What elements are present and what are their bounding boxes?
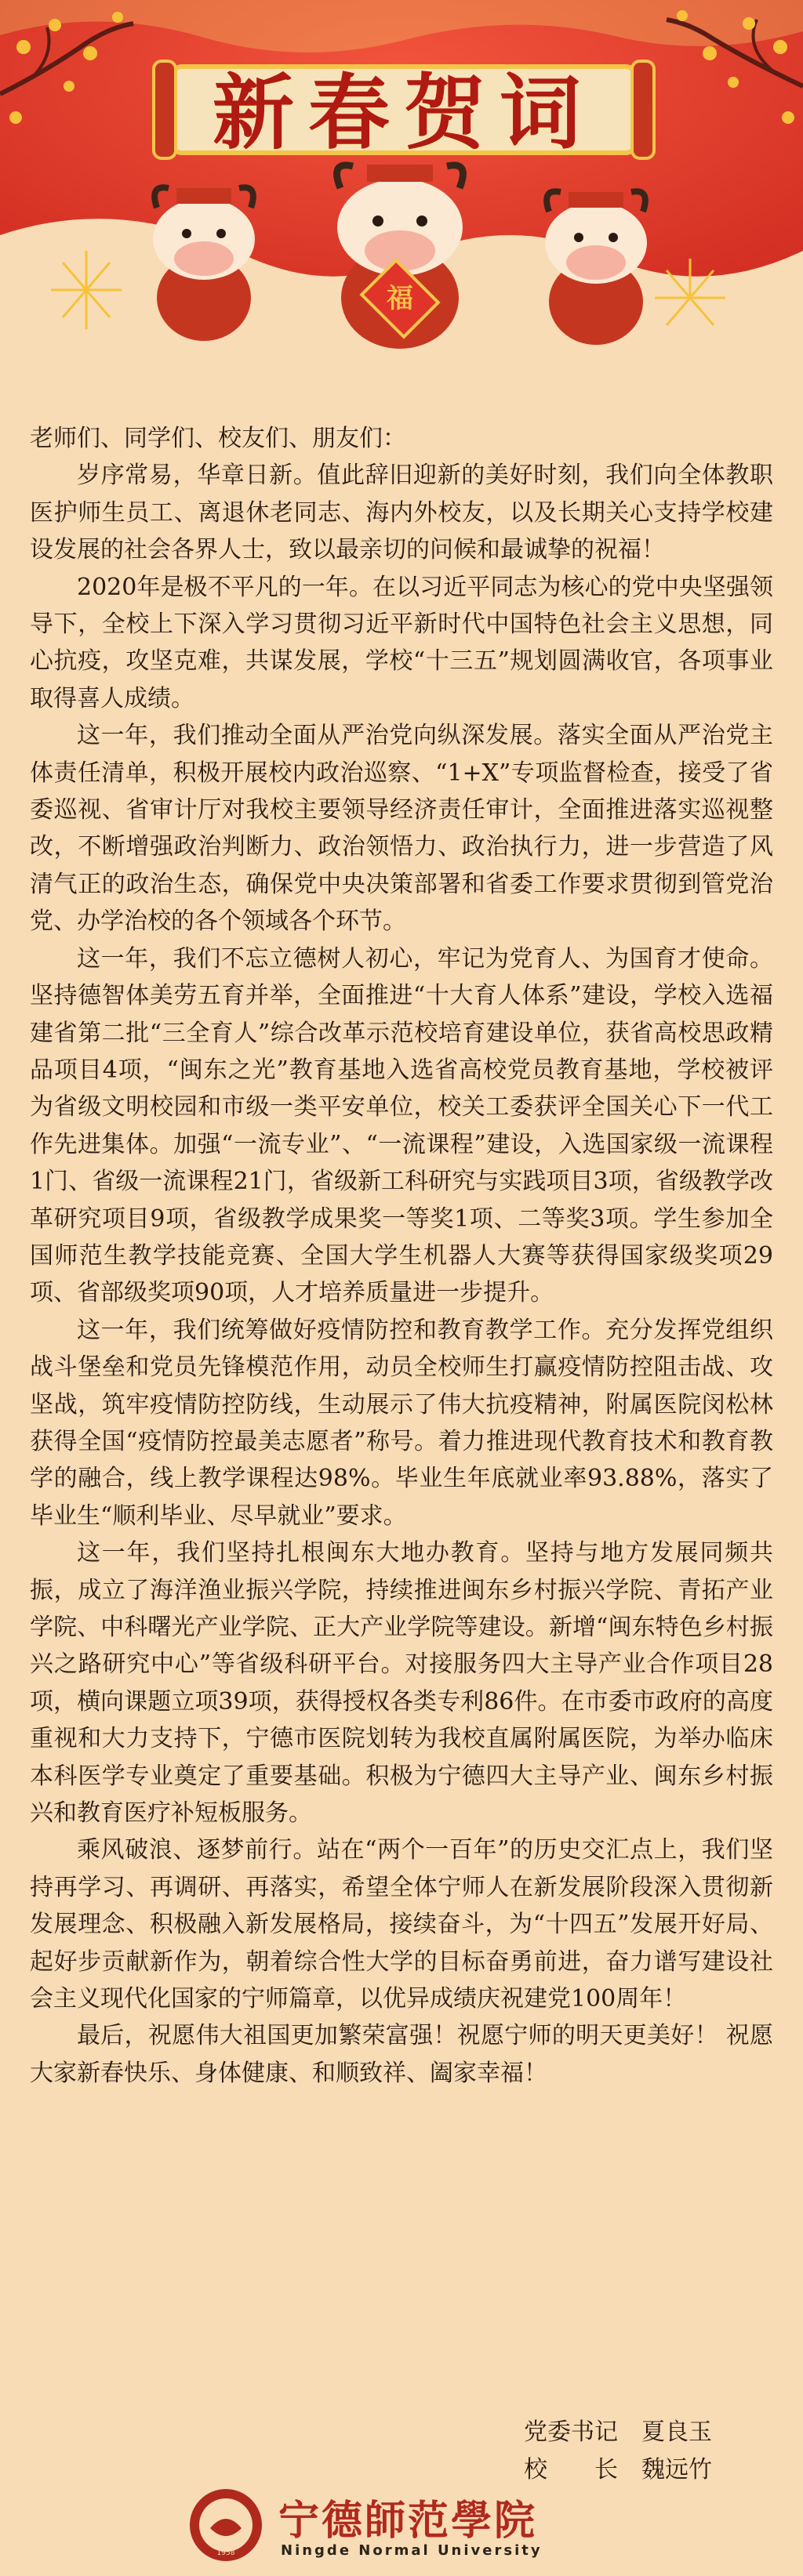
letter-paragraph: 乘风破浪、逐梦前行。站在“两个一百年”的历史交汇点上，我们坚持再学习、再调研、再落实，希望全体宁师人在新发展阶段深入贯彻新发展理念、积极融入新发展格局，接续奋斗，为“十四五”发展开好局、起好步贡献新作为，朝着综合性大学的目标奋勇前进，奋力谱写建设社会主义现代化国家的宁师篇章，以优异成绩庆祝建党100周年！ bbox=[30, 1836, 773, 2013]
letter-paragraph: 2020年是极不平凡的一年。在以习近平同志为核心的党中央坚强领导下，全校上下深入学习贯彻习近平新时代中国特色社会主义思想，同心抗疫，攻坚克难，共谋发展，学校“十三五”规划圆满收官，各项事业取得喜人成绩。 bbox=[30, 573, 773, 712]
letter-paragraph: 最后，祝愿伟大祖国更加繁荣富强！祝愿宁师的明天更美好！ 祝愿大家新春快乐、身体健康、和顺致祥、阖家幸福！ bbox=[30, 2022, 773, 2087]
school-name: 宁德師范學院 bbox=[278, 2497, 538, 2545]
president-signature: 校 长 魏远竹 bbox=[524, 2456, 712, 2484]
signature-block bbox=[524, 2414, 767, 2489]
banner-title: 新春贺词 bbox=[212, 64, 595, 161]
letter-paragraph: 岁序常易，华章日新。值此辞旧迎新的美好时刻，我们向全体教职医护师生员工、离退休老同志、海内外校友，以及长期关心支持学校建设发展的社会各界人士，致以最亲切的问候和最诚挚的祝福！ bbox=[30, 462, 773, 564]
festive-banner bbox=[0, 0, 803, 357]
letter-paragraph: 这一年，我们推动全面从严治党向纵深发展。落实全面从严治党主体责任清单，积极开展校内政治巡察、“1+X”专项监督检查，接受了省委巡视、省审计厅对我校主要领导经济责任审计，全面推进落实巡视整改，不断增强政治判断力、政治领悟力、政治执行力，进一步营造了风清气正的政治生态，确保党中央决策部署和省委工作要求贯彻到管党治党、办学治校的各个领域各个环节。 bbox=[30, 722, 773, 936]
school-logo-icon bbox=[188, 2487, 263, 2563]
fu-character: 福 bbox=[387, 283, 413, 314]
salutation: 老师们、同学们、校友们、朋友们： bbox=[30, 425, 406, 452]
school-name-english: Ningde Normal University bbox=[281, 2542, 543, 2559]
logo-year: 1958 bbox=[216, 2549, 235, 2557]
party-secretary-signature: 党委书记 夏良玉 bbox=[524, 2418, 712, 2446]
letter-paragraph: 这一年，我们不忘立德树人初心，牢记为党育人、为国育才使命。坚持德智体美劳五育并举，全面推进“十大育人体系”建设，学校入选福建省第二批“三全育人”综合改革示范校培育建设单位，获省高校思政精品项目4项，“闽东之光”教育基地入选省高校党员教育基地，学校被评为省级文明校园和市级一类平安单位，校关工委获评全国关心下一代工作先进集体。加强“一流专业”、“一流课程”建设，入选国家级一流课程1门、省级一流课程21门，省级新工科研究与实践项目3项，省级教学改革研究项目9项，省级教学成果奖一等奖1项、二等奖3项。学生参加全国师范生教学技能竞赛、全国大学生机器人大赛等获得国家级奖项29项、省部级奖项90项，人才培养质量进一步提升。 bbox=[30, 944, 773, 1307]
greeting-letter bbox=[30, 420, 773, 2092]
letter-paragraph: 这一年，我们坚持扎根闽东大地办教育。坚持与地方发展同频共振，成立了海洋渔业振兴学院，持续推进闽东乡村振兴学院、青拓产业学院、中科曙光产业学院、正大产业学院等建设。新增“闽东特色乡村振兴之路研究中心”等省级科研平台。对接服务四大主导产业合作项目28项，横向课题立项39项，获得授权各类专利86件。在市委市政府的高度重视和大力支持下，宁德市医院划转为我校直属附属医院，为举办临床本科医学专业奠定了重要基础。积极为宁德四大主导产业、闽东乡村振兴和教育医疗补短板服务。 bbox=[30, 1539, 773, 1828]
school-footer bbox=[188, 2481, 627, 2567]
letter-paragraph: 这一年，我们统筹做好疫情防控和教育教学工作。充分发挥党组织战斗堡垒和党员先锋模范作用，动员全校师生打赢疫情防控阻击战、攻坚战，筑牢疫情防控防线，生动展示了伟大抗疫精神，附属医院闵松林获得全国“疫情防控最美志愿者”称号。着力推进现代教育技术和教育教学的融合，线上教学课程达98%。毕业生年底就业率93.88%，落实了毕业生“顺利毕业、尽早就业”要求。 bbox=[30, 1316, 773, 1530]
